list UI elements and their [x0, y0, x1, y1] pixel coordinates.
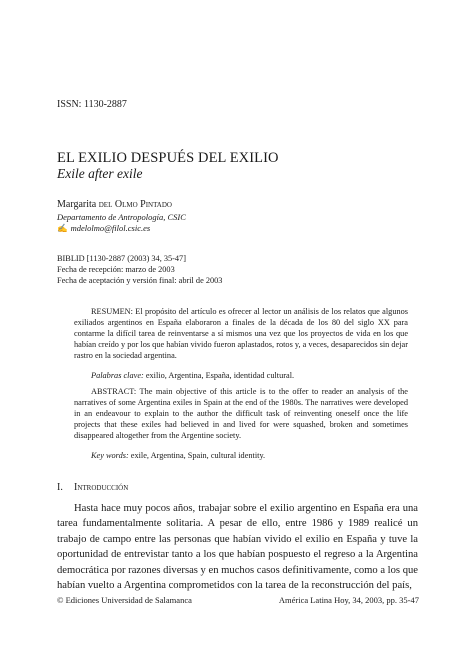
biblid: BIBLID [1130-2887 (2003) 34, 35-47]: [57, 254, 186, 263]
section-number: I.: [57, 482, 63, 493]
body-text: [57, 501, 418, 593]
resumen-keywords: [74, 370, 408, 381]
writing-hand-icon: ✍: [57, 223, 68, 233]
resumen-keywords-label: Palabras clave:: [91, 371, 144, 380]
date-accepted: Fecha de aceptación y versión final: abril de 2003: [57, 276, 223, 285]
section-heading: [57, 482, 128, 493]
issn: ISSN: 1130-2887: [57, 99, 127, 110]
article-subtitle: Exile after exile: [57, 166, 143, 181]
author-email[interactable]: mdelolmo@filol.csic.es: [70, 223, 151, 233]
footer-citation: América Latina Hoy, 34, 2003, pp. 35-47: [278, 595, 419, 605]
abstract-keywords-label: Key words:: [91, 451, 129, 460]
abstract-block: [74, 386, 408, 461]
article-title: EL EXILIO DESPUÉS DEL EXILIO: [57, 150, 279, 166]
author-name: [57, 199, 172, 210]
abstract-keywords: [74, 450, 408, 461]
date-received: Fecha de recepción: marzo de 2003: [57, 265, 175, 274]
author-email-line: [57, 223, 150, 234]
author-first-name: Margarita: [57, 199, 97, 210]
abstract-text: ABSTRACT: The main objective of this article is to the offer to reader an analysis of the narratives of some Argentina exiles in Spain at the end of the 1980s. The narratives were developed in an endeavour to explain to the author the difficult task of reinventing oneself once the life projects that these exiles had believed in and lived for were squashed, broken and sometimes disappeared altogether from the Argentine society.: [74, 387, 408, 440]
footer-publisher: © Ediciones Universidad de Salamanca: [57, 595, 192, 605]
resumen-block: [74, 306, 408, 381]
abstract-keywords-list: exile, Argentina, Spain, cultural identity.: [128, 451, 266, 460]
resumen-keywords-list: exilio, Argentina, España, identidad cultural.: [143, 371, 295, 380]
author-affiliation: Departamento de Antropología, CSIC: [57, 212, 186, 222]
resumen-text: RESUMEN: El propósito del artículo es ofrecer al lector un análisis de los relatos que algunos exiliados argentinos en España elaboraron a finales de la década de los 80 del siglo XX para contarme la difícil tarea de reinventarse a sí mismos una vez que los proyectos de vida en los que habían creído y por los que habían vivido fueron aplastados, rotos y, a veces, desaparecidos sin dejar rastro en la sociedad argentina.: [74, 307, 408, 360]
body-paragraph: Hasta hace muy pocos años, trabajar sobre el exilio argentino en España era una tarea fundamentalmente solitaria. A pesar de ello, entre 1986 y 1989 realicé un trabajo de campo entre las personas que habían vivido el exilio en España y tuve la oportunidad de entrevistar tanto a los que habían pospuesto el regreso a la Argentina democrática por razones diversas y en muchos casos definitivamente, como a los que habían vuelto a Argentina comprometidos con la tarea de la reconstrucción del país,: [57, 503, 418, 592]
section-title: Introducción: [74, 482, 129, 493]
author-surname: del Olmo Pintado: [98, 199, 172, 210]
